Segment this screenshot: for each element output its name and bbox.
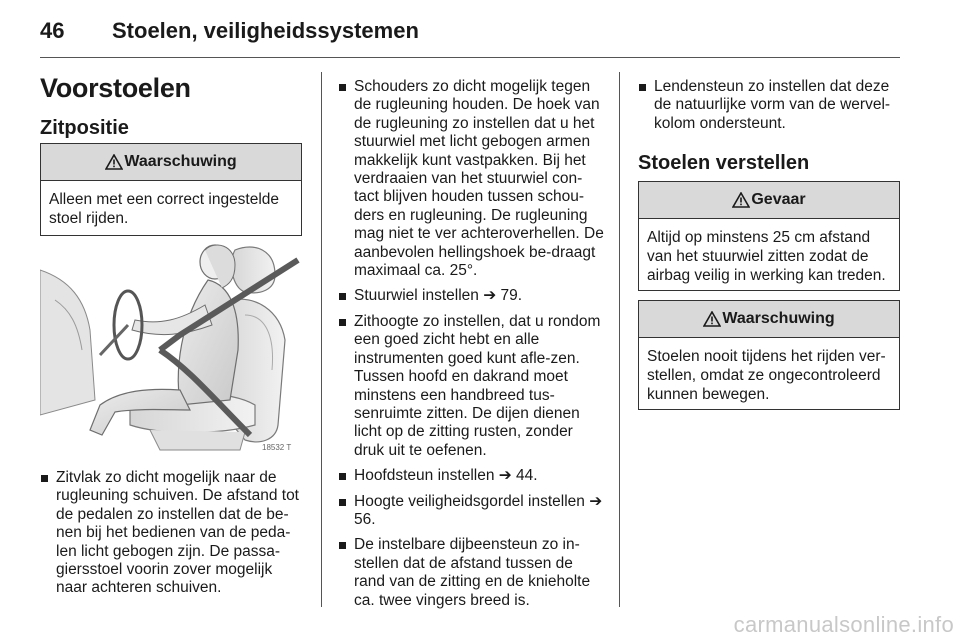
- page-number: 46: [40, 18, 65, 43]
- watermark: carmanualsonline.info: [733, 612, 954, 637]
- list-item: Stuurwiel instellen ➔ 79.: [338, 287, 604, 305]
- list-column-3: [638, 78, 900, 140]
- list-item: Zitvlak zo dicht mogelijk naar de rugleuning schuiven. De afstand tot de pedalen zo instellen dat de be-nen bij het bedienen van de peda-len licht gebogen zijn. De passa-giersstoel voorin zover mogelijk naar achteren schuiven.: [40, 469, 306, 598]
- warning-box-title: Waarschuwing: [722, 310, 835, 327]
- list-column-1: [40, 469, 306, 605]
- warning-box-text: Alleen met een correct ingestelde stoel rijden.: [49, 191, 280, 227]
- instruction-list: [40, 469, 306, 598]
- list-item: Lendensteun zo instellen dat deze de natuurlijke vorm van de wervel-kolom ondersteunt.: [638, 78, 900, 133]
- list-item: Hoofdsteun instellen ➔ 44.: [338, 467, 604, 485]
- driver-seat-illustration: [40, 240, 305, 455]
- danger-box-title: Gevaar: [751, 191, 806, 208]
- warning-triangle-icon: [703, 311, 721, 327]
- warning-box-text: Stoelen nooit tijdens het rijden ver-stellen, omdat ze ongecontroleerd kunnen bewegen.: [647, 348, 886, 403]
- warning-box-header: [639, 301, 899, 338]
- list-column-2: [338, 78, 604, 617]
- warning-triangle-icon: [732, 192, 750, 208]
- column-divider: [619, 72, 620, 607]
- instruction-list: [638, 78, 900, 133]
- list-item: Hoogte veiligheidsgordel instellen ➔ 56.: [338, 493, 604, 530]
- danger-box: [638, 181, 900, 291]
- warning-box: [638, 300, 900, 410]
- warning-box-title: Waarschuwing: [124, 153, 237, 170]
- list-item: Schouders zo dicht mogelijk tegen de rugleuning houden. De hoek van de rugleuning zo instellen dat u het stuurwiel met licht gebogen armen makkelijk kunt vastpakken. Bij het verdraaien van het stuurwiel con-tact blijven houden tussen schou-ders en rugleuning. De rugleuning mag niet te ver achteroverhellen. De aanbevolen hellingshoek be-draagt maximaal ca. 25°.: [338, 78, 604, 280]
- seating-position-illustration: [40, 240, 305, 455]
- danger-box-text: Altijd op minstens 25 cm afstand van het stuurwiel zitten zodat de airbag veilig in werking kan treden.: [647, 229, 886, 284]
- subsection-title: Stoelen verstellen: [638, 152, 810, 174]
- list-item: De instelbare dijbeensteun zo in-stellen dat de afstand tussen de rand van de zitting en de knieholte ca. twee vingers breed is.: [338, 536, 604, 610]
- header-divider: [40, 57, 900, 58]
- subsection-title: Zitpositie: [40, 117, 129, 139]
- column-divider: [321, 72, 322, 607]
- instruction-list: [338, 78, 604, 610]
- section-title: Voorstoelen: [40, 73, 191, 103]
- figure-code: 18532 T: [262, 443, 292, 452]
- list-item: Zithoogte zo instellen, dat u rondom een goed zicht hebt en alle instrumenten goed kunt afle-zen. Tussen hoofd en dakrand moet minstens een handbreed tus-senruimte zitten. De dijen dienen licht op de zitting rusten, zonder druk uit te oefenen.: [338, 313, 604, 460]
- chapter-title: Stoelen, veiligheidssystemen: [112, 18, 419, 43]
- warning-box-header: [41, 144, 301, 181]
- warning-triangle-icon: [105, 154, 123, 170]
- danger-box-header: [639, 182, 899, 219]
- warning-box: [40, 143, 302, 236]
